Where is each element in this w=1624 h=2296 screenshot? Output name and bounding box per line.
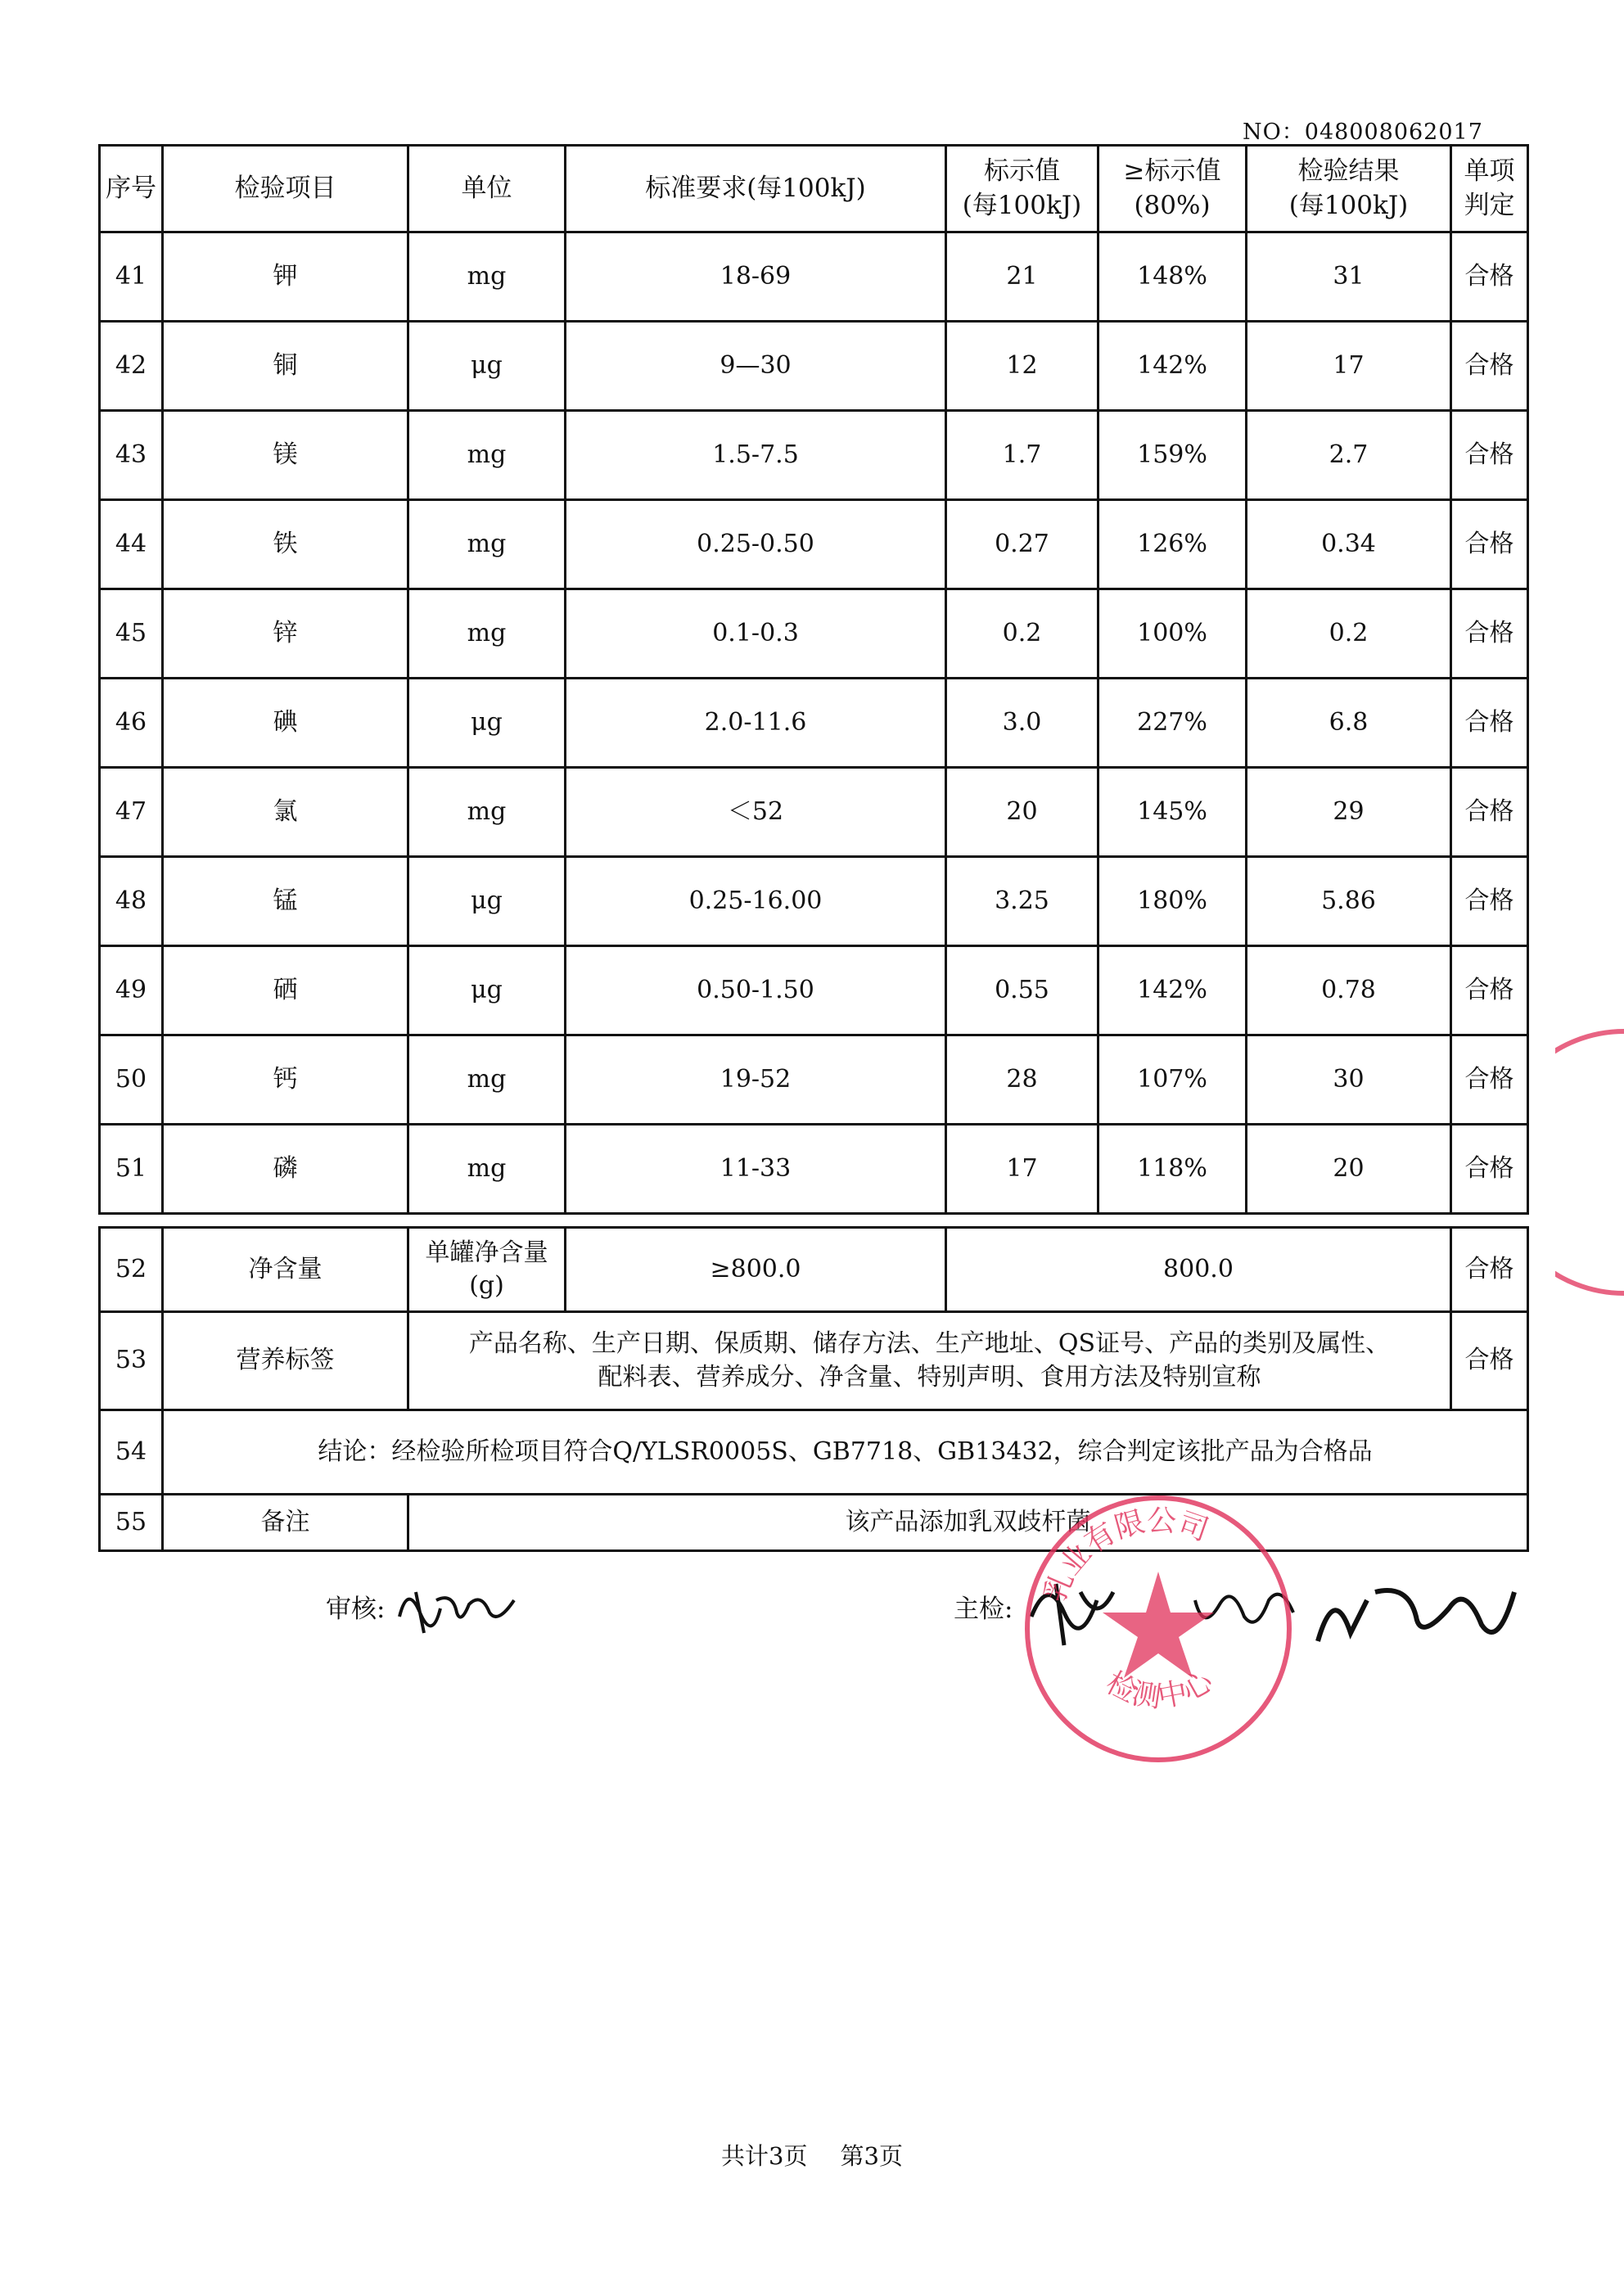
verdict-cell: 合格 (1451, 322, 1528, 411)
table-row (100, 500, 1528, 589)
result-cell: 20 (1247, 1125, 1451, 1214)
seq-cell: 55 (100, 1495, 163, 1551)
result-cell: 0.34 (1247, 500, 1451, 589)
unit-line2: (g) (469, 1271, 504, 1300)
ratio-cell: 148% (1098, 232, 1247, 322)
standard-cell: 0.1-0.3 (566, 589, 946, 679)
verdict-cell: 合格 (1451, 1228, 1528, 1312)
label-value-cell: 21 (946, 232, 1098, 322)
label-value-cell: 3.0 (946, 679, 1098, 768)
unit-cell: mg (408, 1035, 566, 1125)
standard-cell: 19-52 (566, 1035, 946, 1125)
table-row (100, 1125, 1528, 1214)
seq-cell: 53 (100, 1312, 163, 1410)
verdict-cell: 合格 (1451, 1125, 1528, 1214)
unit-cell (408, 1228, 566, 1312)
seq-cell: 43 (100, 411, 163, 500)
table-row (100, 946, 1528, 1035)
seq-cell: 50 (100, 1035, 163, 1125)
table-row (100, 857, 1528, 946)
seq-cell: 42 (100, 322, 163, 411)
header-unit: 单位 (408, 146, 566, 232)
header-verdict: 单项判定 (1451, 146, 1528, 232)
item-cell: 锌 (163, 589, 408, 679)
standard-cell: 11-33 (566, 1125, 946, 1214)
result-cell: 800.0 (946, 1228, 1451, 1312)
seq-cell: 45 (100, 589, 163, 679)
standard-cell: 0.50-1.50 (566, 946, 946, 1035)
unit-cell: mg (408, 411, 566, 500)
standard-cell: 0.25-0.50 (566, 500, 946, 589)
unit-cell: μg (408, 322, 566, 411)
label-content-cell (408, 1312, 1451, 1410)
label-value-cell: 3.25 (946, 857, 1098, 946)
verdict-cell: 合格 (1451, 411, 1528, 500)
seq-cell: 54 (100, 1410, 163, 1495)
verdict-cell: 合格 (1451, 857, 1528, 946)
footer-current-page: 第3页 (840, 2142, 903, 2170)
header-result-line2: (每100kJ) (1288, 190, 1409, 220)
item-cell: 锰 (163, 857, 408, 946)
ratio-cell: 142% (1098, 946, 1247, 1035)
item-cell: 净含量 (163, 1228, 408, 1312)
label-value-cell: 12 (946, 322, 1098, 411)
verdict-cell: 合格 (1451, 1312, 1528, 1410)
seq-cell: 49 (100, 946, 163, 1035)
ratio-cell: 118% (1098, 1125, 1247, 1214)
seal-bottom-text: 检测中心 (1100, 1664, 1219, 1715)
inspector-label: 主检: (954, 1595, 1013, 1624)
unit-cell: μg (408, 679, 566, 768)
unit-cell: mg (408, 768, 566, 857)
table-row (100, 322, 1528, 411)
label-value-cell: 20 (946, 768, 1098, 857)
table-gap-row (100, 1214, 1528, 1228)
standard-cell: 2.0-11.6 (566, 679, 946, 768)
result-cell: 17 (1247, 322, 1451, 411)
item-cell: 碘 (163, 679, 408, 768)
result-cell: 2.7 (1247, 411, 1451, 500)
table-row-54 (100, 1410, 1528, 1495)
unit-cell: mg (408, 500, 566, 589)
label-value-cell: 0.55 (946, 946, 1098, 1035)
item-cell: 磷 (163, 1125, 408, 1214)
ratio-cell: 145% (1098, 768, 1247, 857)
label-content-line1: 产品名称、生产日期、保质期、储存方法、生产地址、QS证号、产品的类别及属性、 (468, 1329, 1391, 1358)
result-cell: 29 (1247, 768, 1451, 857)
label-value-cell: 17 (946, 1125, 1098, 1214)
result-cell: 6.8 (1247, 679, 1451, 768)
item-cell: 营养标签 (163, 1312, 408, 1410)
label-value-cell: 0.27 (946, 500, 1098, 589)
seal-top-text: 乳业有限公司 (1038, 1504, 1213, 1608)
seq-cell: 51 (100, 1125, 163, 1214)
label-value-cell: 1.7 (946, 411, 1098, 500)
svg-text:乳业有限公司 (1038, 1504, 1212, 1608)
table-row (100, 411, 1528, 500)
item-cell: 钾 (163, 232, 408, 322)
inspection-table (98, 144, 1529, 1552)
gap-cell (100, 1214, 1528, 1228)
table-row (100, 1035, 1528, 1125)
table-row (100, 768, 1528, 857)
header-label-value (946, 146, 1098, 232)
standard-cell: ＜52 (566, 768, 946, 857)
label-value-cell: 28 (946, 1035, 1098, 1125)
unit-line1: 单罐净含量 (425, 1238, 548, 1267)
document-number: NO：048008062017 (1243, 120, 1483, 145)
item-cell: 氯 (163, 768, 408, 857)
seq-cell: 41 (100, 232, 163, 322)
table-row (100, 589, 1528, 679)
header-ratio-line1: ≥标示值 (1123, 156, 1221, 186)
header-label-value-line1: 标示值 (984, 156, 1060, 186)
header-result (1247, 146, 1451, 232)
table-row (100, 232, 1528, 322)
unit-cell: mg (408, 1125, 566, 1214)
result-cell: 31 (1247, 232, 1451, 322)
ratio-cell: 180% (1098, 857, 1247, 946)
item-cell: 硒 (163, 946, 408, 1035)
item-cell: 铁 (163, 500, 408, 589)
verdict-cell: 合格 (1451, 1035, 1528, 1125)
result-cell: 0.78 (1247, 946, 1451, 1035)
seq-cell: 48 (100, 857, 163, 946)
header-ratio-line2: (80%) (1134, 190, 1211, 220)
header-ratio (1098, 146, 1247, 232)
header-item: 检验项目 (163, 146, 408, 232)
standard-cell: 18-69 (566, 232, 946, 322)
table-row (100, 679, 1528, 768)
header-standard: 标准要求(每100kJ) (566, 146, 946, 232)
seq-cell: 52 (100, 1228, 163, 1312)
verdict-cell: 合格 (1451, 768, 1528, 857)
standard-cell: 9—30 (566, 322, 946, 411)
unit-cell: mg (408, 232, 566, 322)
item-cell: 钙 (163, 1035, 408, 1125)
unit-cell: μg (408, 946, 566, 1035)
verdict-cell: 合格 (1451, 232, 1528, 322)
unit-cell: mg (408, 589, 566, 679)
header-label-value-line2: (每100kJ) (962, 190, 1082, 220)
verdict-cell: 合格 (1451, 500, 1528, 589)
verdict-cell: 合格 (1451, 946, 1528, 1035)
ratio-cell: 100% (1098, 589, 1247, 679)
unit-cell: μg (408, 857, 566, 946)
table-row-53 (100, 1312, 1528, 1410)
reviewer-label: 审核: (326, 1595, 386, 1624)
standard-cell: 0.25-16.00 (566, 857, 946, 946)
footer-total-pages: 共计3页 (721, 2142, 808, 2170)
table-row-52 (100, 1228, 1528, 1312)
ratio-cell: 227% (1098, 679, 1247, 768)
label-content-line2: 配料表、营养成分、净含量、特别声明、食用方法及特别宣称 (598, 1362, 1261, 1392)
table-row-55 (100, 1495, 1528, 1551)
ratio-cell: 159% (1098, 411, 1247, 500)
result-cell: 30 (1247, 1035, 1451, 1125)
edge-seal-fragment (1555, 1023, 1624, 1301)
header-seq: 序号 (100, 146, 163, 232)
svg-text:检测中心 (1101, 1664, 1220, 1715)
result-cell: 5.86 (1247, 857, 1451, 946)
standard-cell: 1.5-7.5 (566, 411, 946, 500)
seq-cell: 47 (100, 768, 163, 857)
item-cell: 镁 (163, 411, 408, 500)
reviewer-signature (391, 1576, 522, 1641)
seq-cell: 44 (100, 500, 163, 589)
conclusion-cell: 结论：经检验所检项目符合Q/YLSR0005S、GB7718、GB13432，综合判定该批产品为合格品 (163, 1410, 1528, 1495)
item-cell: 铜 (163, 322, 408, 411)
official-seal (1011, 1482, 1306, 1776)
result-cell: 0.2 (1247, 589, 1451, 679)
table-header-row (100, 146, 1528, 232)
verdict-cell: 合格 (1451, 679, 1528, 768)
remark-cell: 该产品添加乳双歧杆菌 (408, 1495, 1528, 1551)
item-cell: 备注 (163, 1495, 408, 1551)
ratio-cell: 107% (1098, 1035, 1247, 1125)
label-value-cell: 0.2 (946, 589, 1098, 679)
header-result-line1: 检验结果 (1297, 156, 1400, 186)
page-footer (0, 2138, 1624, 2172)
verdict-cell: 合格 (1451, 589, 1528, 679)
ratio-cell: 142% (1098, 322, 1247, 411)
ratio-cell: 126% (1098, 500, 1247, 589)
standard-cell: ≥800.0 (566, 1228, 946, 1312)
seq-cell: 46 (100, 679, 163, 768)
